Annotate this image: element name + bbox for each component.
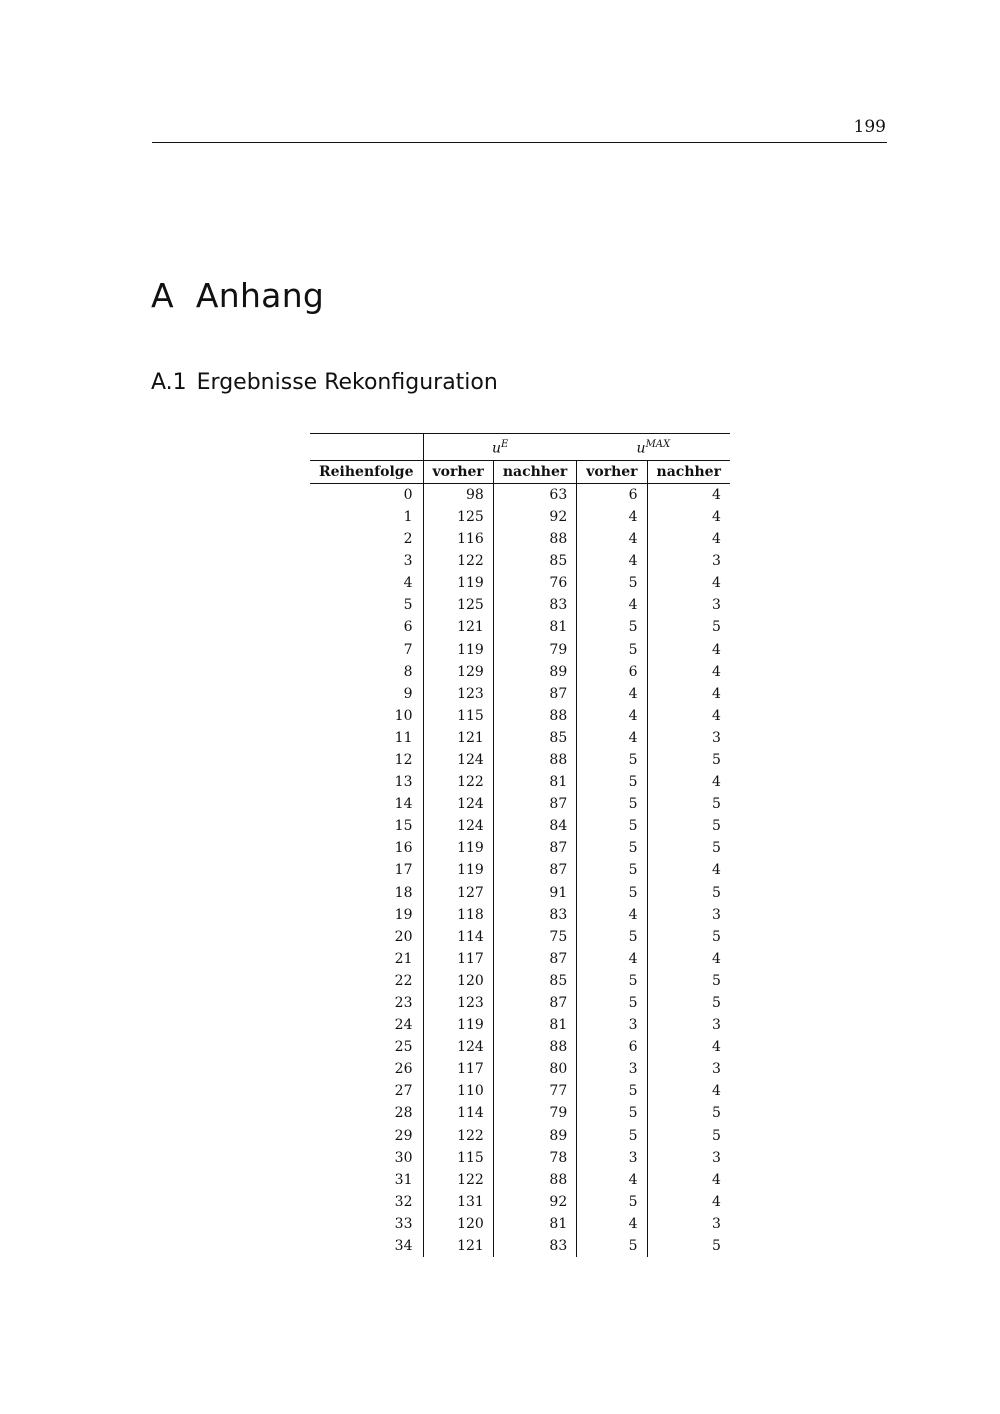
table-row [310,1058,730,1080]
cell-ue-nachher: 76 [493,572,576,594]
table-row [310,1014,730,1036]
cell-reihenfolge: 26 [394,1061,413,1078]
cell-reihenfolge: 3 [403,553,413,570]
cell-umax-vorher: 6 [577,483,647,506]
cell-umax-vorher: 5 [577,1102,647,1124]
section-title-text: Ergebnisse Rekonfiguration [196,370,498,395]
page-number: 199 [853,117,886,137]
cell-reihenfolge: 24 [394,1017,413,1034]
table-row [310,948,730,970]
cell-umax-vorher: 4 [577,1213,647,1235]
cell-reihenfolge: 30 [394,1149,413,1166]
cell-ue-vorher: 120 [423,970,493,992]
cell-umax-vorher: 4 [577,528,647,550]
table-row [310,1235,730,1257]
cell-umax-nachher: 4 [647,528,730,550]
cell-ue-vorher: 114 [423,926,493,948]
cell-umax-vorher: 4 [577,550,647,572]
cell-ue-vorher: 117 [423,948,493,970]
cell-reihenfolge: 13 [394,774,413,791]
cell-ue-vorher: 122 [423,550,493,572]
results-table [310,433,730,1257]
cell-reihenfolge: 14 [394,796,413,813]
cell-reihenfolge: 1 [403,508,413,525]
section-number: A.1 [151,370,187,395]
table-row [310,705,730,727]
cell-reihenfolge: 22 [394,972,413,989]
cell-umax-nachher: 4 [647,948,730,970]
chapter-title [151,276,324,315]
cell-reihenfolge: 27 [394,1083,413,1100]
cell-umax-vorher: 5 [577,572,647,594]
cell-umax-nachher: 3 [647,727,730,749]
cell-ue-vorher: 119 [423,639,493,661]
table-row [310,727,730,749]
cell-ue-vorher: 115 [423,705,493,727]
cell-ue-vorher: 125 [423,506,493,528]
cell-umax-nachher: 4 [647,483,730,506]
cell-umax-vorher: 5 [577,749,647,771]
cell-ue-nachher: 77 [493,1080,576,1102]
cell-ue-vorher: 118 [423,904,493,926]
cell-ue-nachher: 88 [493,1036,576,1058]
cell-ue-vorher: 119 [423,572,493,594]
table-row [310,992,730,1014]
table-row [310,661,730,683]
header-rule [152,142,887,143]
cell-ue-vorher: 124 [423,749,493,771]
table-row [310,483,730,506]
cell-umax-nachher: 4 [647,683,730,705]
cell-ue-vorher: 110 [423,1080,493,1102]
table-row [310,1213,730,1235]
cell-umax-nachher: 3 [647,904,730,926]
table-row [310,572,730,594]
cell-umax-vorher: 4 [577,705,647,727]
table-row [310,837,730,859]
cell-umax-nachher: 3 [647,594,730,616]
cell-ue-nachher: 89 [493,1125,576,1147]
cell-umax-nachher: 4 [647,771,730,793]
cell-umax-nachher: 4 [647,506,730,528]
cell-umax-nachher: 4 [647,705,730,727]
cell-reihenfolge: 34 [394,1238,413,1255]
cell-umax-vorher: 5 [577,616,647,638]
cell-ue-vorher: 131 [423,1191,493,1213]
cell-umax-nachher: 5 [647,749,730,771]
group-header-ue: $u^E$ [423,434,577,461]
cell-ue-vorher: 124 [423,793,493,815]
column-header-umax-nachher: nachher [647,460,730,483]
cell-ue-vorher: 115 [423,1147,493,1169]
cell-umax-nachher: 3 [647,1147,730,1169]
table-row [310,616,730,638]
cell-ue-nachher: 88 [493,705,576,727]
table-row [310,528,730,550]
table-row [310,815,730,837]
table-row [310,859,730,881]
cell-umax-vorher: 6 [577,1036,647,1058]
cell-umax-nachher: 3 [647,1058,730,1080]
group-header-row [310,434,730,461]
column-header-ue-vorher: vorher [423,460,493,483]
table-row [310,1102,730,1124]
cell-reihenfolge: 11 [394,729,413,746]
cell-umax-nachher: 5 [647,815,730,837]
cell-reihenfolge: 2 [403,531,413,548]
cell-ue-nachher: 89 [493,661,576,683]
cell-ue-vorher: 123 [423,683,493,705]
cell-ue-vorher: 124 [423,1036,493,1058]
cell-reihenfolge: 12 [394,751,413,768]
cell-ue-nachher: 87 [493,837,576,859]
column-header-reihenfolge: Reihenfolge [310,460,423,483]
cell-umax-vorher: 4 [577,506,647,528]
cell-ue-nachher: 88 [493,528,576,550]
cell-ue-nachher: 79 [493,1102,576,1124]
cell-ue-nachher: 87 [493,948,576,970]
cell-ue-vorher: 98 [423,483,493,506]
cell-umax-nachher: 5 [647,793,730,815]
cell-ue-nachher: 80 [493,1058,576,1080]
chapter-number: A [151,276,174,315]
cell-umax-vorher: 5 [577,837,647,859]
cell-ue-nachher: 87 [493,793,576,815]
table-row [310,683,730,705]
cell-umax-nachher: 5 [647,970,730,992]
cell-ue-nachher: 81 [493,771,576,793]
cell-umax-vorher: 5 [577,1125,647,1147]
table-row [310,882,730,904]
cell-ue-vorher: 121 [423,616,493,638]
table-row [310,506,730,528]
cell-umax-nachher: 5 [647,1125,730,1147]
cell-umax-vorher: 4 [577,683,647,705]
table-row [310,1036,730,1058]
cell-reihenfolge: 7 [403,641,413,658]
table-row [310,970,730,992]
cell-ue-vorher: 125 [423,594,493,616]
cell-reihenfolge: 28 [394,1105,413,1122]
cell-ue-vorher: 122 [423,1169,493,1191]
cell-ue-nachher: 83 [493,904,576,926]
chapter-title-text: Anhang [195,276,325,315]
cell-ue-nachher: 87 [493,859,576,881]
cell-ue-nachher: 83 [493,1235,576,1257]
cell-reihenfolge: 31 [394,1171,413,1188]
cell-ue-nachher: 63 [493,483,576,506]
cell-umax-vorher: 5 [577,1191,647,1213]
cell-umax-vorher: 5 [577,970,647,992]
cell-ue-vorher: 116 [423,528,493,550]
cell-ue-nachher: 85 [493,970,576,992]
cell-ue-vorher: 124 [423,815,493,837]
cell-reihenfolge: 0 [403,486,413,503]
table-body [310,483,730,1257]
cell-ue-nachher: 75 [493,926,576,948]
cell-umax-nachher: 5 [647,882,730,904]
cell-umax-vorher: 5 [577,992,647,1014]
cell-umax-nachher: 4 [647,1169,730,1191]
cell-ue-vorher: 117 [423,1058,493,1080]
cell-umax-vorher: 5 [577,771,647,793]
cell-umax-vorher: 4 [577,594,647,616]
cell-ue-vorher: 119 [423,859,493,881]
cell-ue-nachher: 85 [493,550,576,572]
cell-umax-nachher: 5 [647,926,730,948]
cell-umax-vorher: 4 [577,904,647,926]
cell-umax-nachher: 4 [647,639,730,661]
cell-umax-nachher: 3 [647,1014,730,1036]
cell-umax-vorher: 5 [577,1080,647,1102]
cell-umax-vorher: 3 [577,1014,647,1036]
cell-umax-nachher: 4 [647,661,730,683]
cell-ue-vorher: 122 [423,1125,493,1147]
cell-reihenfolge: 16 [394,840,413,857]
cell-umax-nachher: 5 [647,616,730,638]
cell-ue-vorher: 127 [423,882,493,904]
cell-reihenfolge: 20 [394,928,413,945]
column-header-umax-vorher: vorher [577,460,647,483]
cell-umax-nachher: 5 [647,992,730,1014]
table-row [310,639,730,661]
cell-umax-vorher: 4 [577,727,647,749]
cell-ue-nachher: 85 [493,727,576,749]
cell-ue-nachher: 83 [493,594,576,616]
table-row [310,793,730,815]
cell-umax-nachher: 4 [647,1080,730,1102]
table-row [310,1080,730,1102]
cell-umax-nachher: 4 [647,1036,730,1058]
cell-reihenfolge: 8 [403,663,413,680]
cell-umax-vorher: 3 [577,1058,647,1080]
group-header-umax: $u^{MAX}$ [577,434,730,461]
cell-ue-nachher: 88 [493,1169,576,1191]
cell-umax-vorher: 3 [577,1147,647,1169]
cell-ue-vorher: 123 [423,992,493,1014]
cell-umax-vorher: 4 [577,948,647,970]
cell-umax-vorher: 5 [577,859,647,881]
cell-ue-vorher: 114 [423,1102,493,1124]
cell-ue-vorher: 121 [423,1235,493,1257]
cell-ue-vorher: 122 [423,771,493,793]
table-row [310,904,730,926]
cell-umax-nachher: 5 [647,1102,730,1124]
cell-umax-nachher: 3 [647,1213,730,1235]
cell-reihenfolge: 33 [394,1215,413,1232]
cell-reihenfolge: 32 [394,1193,413,1210]
cell-reihenfolge: 17 [394,862,413,879]
column-header-row [310,460,730,483]
column-header-ue-nachher: nachher [493,460,576,483]
cell-umax-nachher: 4 [647,572,730,594]
cell-reihenfolge: 4 [403,575,413,592]
cell-umax-vorher: 6 [577,661,647,683]
cell-reihenfolge: 23 [394,995,413,1011]
table-row [310,1191,730,1213]
cell-umax-vorher: 5 [577,926,647,948]
cell-reihenfolge: 29 [394,1127,413,1144]
table-row [310,1125,730,1147]
cell-ue-vorher: 119 [423,837,493,859]
cell-reihenfolge: 5 [403,597,413,614]
cell-umax-vorher: 4 [577,1169,647,1191]
cell-reihenfolge: 10 [394,707,413,724]
cell-ue-vorher: 129 [423,661,493,683]
cell-umax-nachher: 4 [647,859,730,881]
cell-reihenfolge: 9 [403,685,413,702]
cell-ue-nachher: 87 [493,992,576,1014]
table-row [310,926,730,948]
table-row [310,771,730,793]
cell-ue-nachher: 81 [493,616,576,638]
cell-umax-vorher: 5 [577,1235,647,1257]
cell-reihenfolge: 18 [394,884,413,901]
cell-reihenfolge: 19 [394,906,413,923]
cell-ue-nachher: 87 [493,683,576,705]
cell-ue-nachher: 81 [493,1213,576,1235]
cell-umax-nachher: 5 [647,1235,730,1257]
table-row [310,1147,730,1169]
table-row [310,550,730,572]
cell-reihenfolge: 21 [394,950,413,967]
cell-umax-vorher: 5 [577,815,647,837]
cell-umax-nachher: 5 [647,837,730,859]
cell-reihenfolge: 6 [403,619,413,636]
cell-ue-nachher: 84 [493,815,576,837]
table-row [310,749,730,771]
cell-ue-nachher: 78 [493,1147,576,1169]
section-title [151,370,498,395]
cell-ue-nachher: 92 [493,506,576,528]
cell-umax-vorher: 5 [577,639,647,661]
cell-umax-nachher: 3 [647,550,730,572]
table-row [310,594,730,616]
cell-umax-nachher: 4 [647,1191,730,1213]
group-header-blank [310,434,423,461]
cell-ue-nachher: 88 [493,749,576,771]
cell-ue-vorher: 121 [423,727,493,749]
cell-ue-nachher: 92 [493,1191,576,1213]
cell-ue-nachher: 81 [493,1014,576,1036]
cell-reihenfolge: 15 [394,818,413,835]
cell-ue-vorher: 120 [423,1213,493,1235]
table-row [310,1169,730,1191]
cell-umax-vorher: 5 [577,882,647,904]
cell-umax-vorher: 5 [577,793,647,815]
cell-ue-vorher: 119 [423,1014,493,1036]
cell-ue-nachher: 79 [493,639,576,661]
cell-reihenfolge: 25 [394,1039,413,1056]
cell-ue-nachher: 91 [493,882,576,904]
